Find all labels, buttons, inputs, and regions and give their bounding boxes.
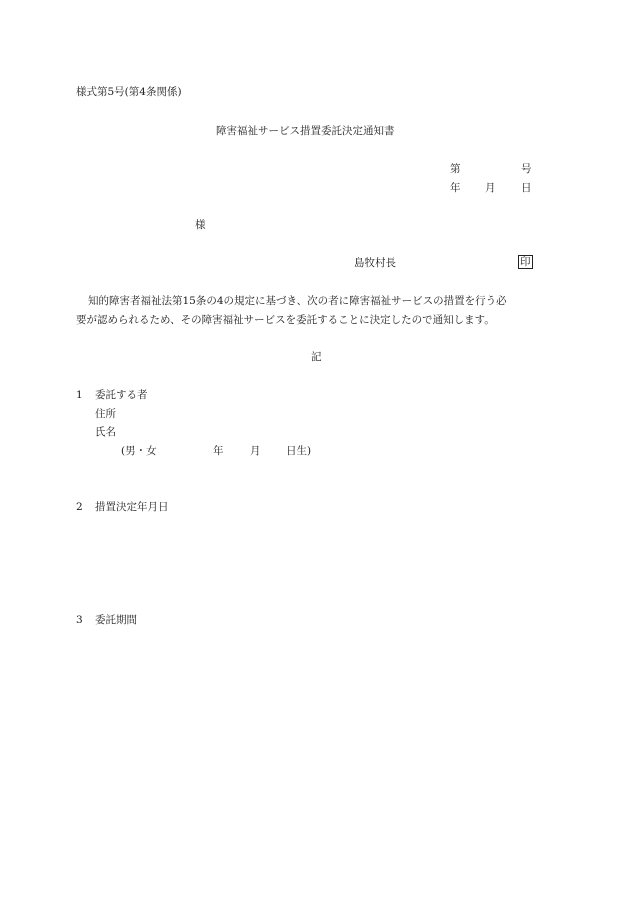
seal-label: 印 <box>520 256 531 268</box>
section-1-label: 委託する者 <box>95 389 148 401</box>
birth-day-close: 日生) <box>286 445 312 457</box>
form-number: 様式第5号(第4条関係) <box>76 86 182 98</box>
section-1-number: 1 <box>76 389 83 401</box>
birth-month: 月 <box>250 445 261 457</box>
section-3-number: 3 <box>76 614 83 626</box>
issuer-name: 島牧村長 <box>354 257 396 269</box>
doc-number-dai: 第 <box>450 163 461 175</box>
doc-number-go: 号 <box>521 163 532 175</box>
addressee-suffix: 様 <box>195 219 206 231</box>
date-day: 日 <box>521 182 532 194</box>
name-label: 氏名 <box>95 426 116 438</box>
ki-heading: 記 <box>311 351 322 363</box>
section-2-number: 2 <box>76 501 83 513</box>
seal-mark <box>518 255 533 269</box>
document-title: 障害福祉サービス措置委託決定通知書 <box>216 125 395 137</box>
address-label: 住所 <box>95 408 116 420</box>
gender-open: (男・女 <box>121 445 157 457</box>
date-month: 月 <box>485 182 496 194</box>
section-3-label: 委託期間 <box>95 614 137 626</box>
body-line-2: 要が認められるため、その障害福祉サービスを委託することに決定したので通知します。 <box>76 314 495 326</box>
birth-year: 年 <box>213 445 224 457</box>
body-line-1: 知的障害者福祉法第15条の4の規定に基づき、次の者に障害福祉サービスの措置を行う必 <box>88 295 507 307</box>
section-2-label: 措置決定年月日 <box>95 501 169 513</box>
date-year: 年 <box>450 182 461 194</box>
